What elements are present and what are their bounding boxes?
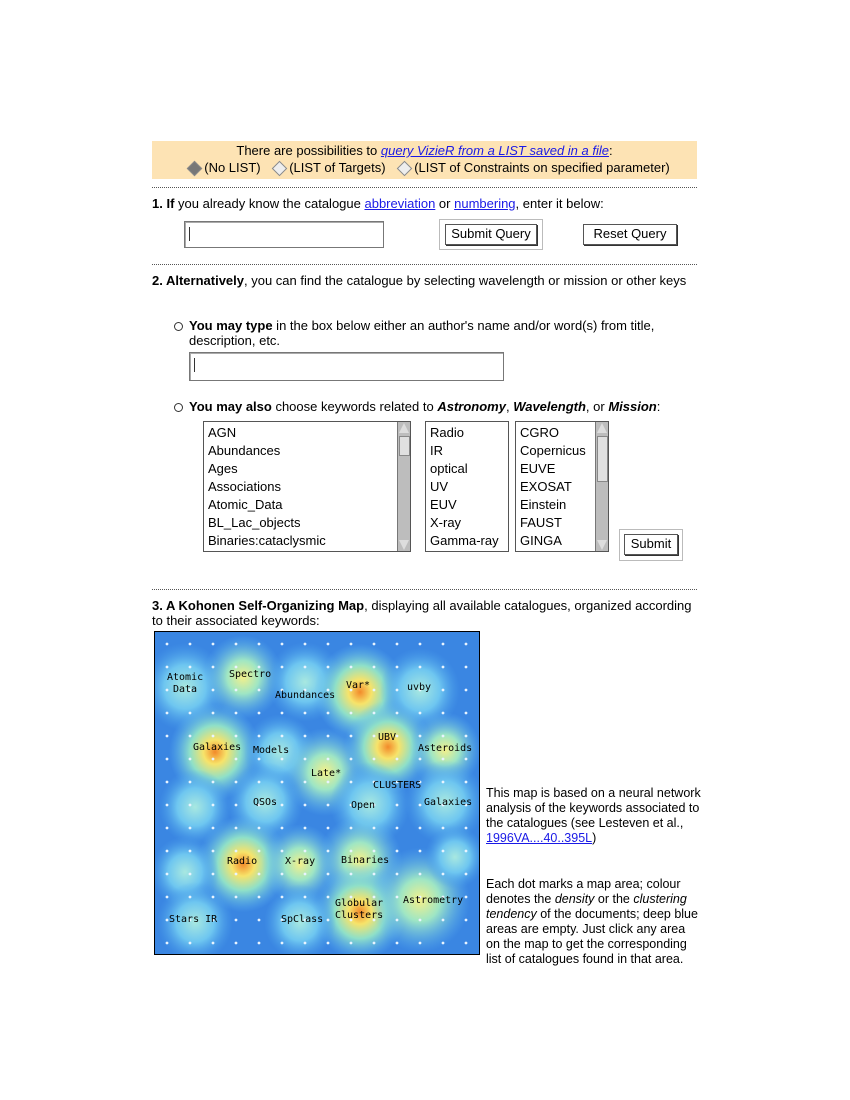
list-item[interactable]: BL_Lac_objects: [208, 515, 301, 530]
divider: [152, 264, 697, 265]
map-area-dot[interactable]: [212, 873, 215, 876]
list-item[interactable]: GINGA: [520, 533, 562, 548]
map-instructions: Each dot marks a map area; colour denotes the density or the clustering tendency of the documents; deep blue areas are empty. Just click any area on the map to get the corresponding list of catalogues found in that area.: [486, 877, 698, 966]
map-area-dot[interactable]: [166, 666, 169, 669]
map-area-dot[interactable]: [304, 781, 307, 784]
map-area-dot[interactable]: [465, 735, 468, 738]
map-area-dot[interactable]: [465, 643, 468, 646]
map-area-dot[interactable]: [166, 781, 169, 784]
map-label-late[interactable]: Late*: [311, 768, 342, 779]
radio-list-targets[interactable]: [272, 161, 288, 177]
map-area-dot[interactable]: [327, 712, 330, 715]
list-options: (No LIST) (LIST of Targets) (LIST of Constraints on specified parameter): [152, 160, 697, 175]
map-area-dot[interactable]: [465, 827, 468, 830]
map-area-dot[interactable]: [235, 689, 238, 692]
map-label-open[interactable]: Open: [351, 800, 376, 811]
map-area-dot[interactable]: [235, 666, 238, 669]
list-item[interactable]: Ages: [208, 461, 238, 476]
map-area-dot[interactable]: [350, 850, 353, 853]
map-label-data[interactable]: Data: [173, 684, 198, 695]
map-area-dot[interactable]: [304, 896, 307, 899]
mission-scrollbar[interactable]: [595, 422, 608, 551]
map-label-clusters[interactable]: CLUSTERS: [373, 780, 422, 791]
map-area-dot[interactable]: [166, 689, 169, 692]
scroll-up-icon[interactable]: [399, 423, 409, 433]
map-area-dot[interactable]: [258, 919, 261, 922]
list-item[interactable]: UV: [430, 479, 449, 494]
map-area-dot[interactable]: [166, 827, 169, 830]
divider: [152, 187, 697, 188]
map-area-dot[interactable]: [189, 758, 192, 761]
map-area-dot[interactable]: [373, 873, 376, 876]
map-area-dot[interactable]: [465, 712, 468, 715]
keyword-submit-frame: [619, 529, 683, 561]
map-area-dot[interactable]: [419, 758, 422, 761]
list-query-link[interactable]: query VizieR from a LIST saved in a file: [380, 143, 609, 158]
map-area-dot[interactable]: [396, 919, 399, 922]
map-label-atomic[interactable]: Atomic: [167, 672, 204, 683]
map-area-dot[interactable]: [419, 942, 422, 945]
map-area-dot[interactable]: [442, 919, 445, 922]
map-area-dot[interactable]: [189, 896, 192, 899]
map-area-dot[interactable]: [396, 689, 399, 692]
map-area-dot[interactable]: [396, 827, 399, 830]
map-area-dot[interactable]: [327, 666, 330, 669]
map-area-dot[interactable]: [212, 781, 215, 784]
scroll-up-icon[interactable]: [597, 423, 607, 433]
astronomy-keyword-list[interactable]: [203, 421, 411, 552]
map-area-dot[interactable]: [419, 919, 422, 922]
list-item[interactable]: Copernicus: [520, 443, 586, 458]
type-instructions: You may type in the box below either an author's name and/or word(s) from title, description, etc.: [189, 318, 655, 348]
map-area-dot[interactable]: [465, 850, 468, 853]
map-area-dot[interactable]: [442, 942, 445, 945]
map-area-dot[interactable]: [166, 850, 169, 853]
map-area-dot[interactable]: [212, 942, 215, 945]
map-area-dot[interactable]: [442, 689, 445, 692]
map-area-dot[interactable]: [350, 873, 353, 876]
map-area-dot[interactable]: [235, 735, 238, 738]
map-area-dot[interactable]: [235, 942, 238, 945]
map-area-dot[interactable]: [396, 942, 399, 945]
map-area-dot[interactable]: [304, 735, 307, 738]
map-area-dot[interactable]: [281, 643, 284, 646]
map-area-dot[interactable]: [281, 666, 284, 669]
map-area-dot[interactable]: [189, 735, 192, 738]
scroll-down-icon[interactable]: [597, 540, 607, 550]
bullet: [174, 322, 183, 331]
map-area-dot[interactable]: [281, 896, 284, 899]
map-area-dot[interactable]: [189, 873, 192, 876]
map-label-uvby[interactable]: uvby: [407, 682, 432, 693]
map-area-dot[interactable]: [327, 735, 330, 738]
map-area-dot[interactable]: [235, 712, 238, 715]
map-area-dot[interactable]: [465, 919, 468, 922]
map-area-dot[interactable]: [350, 758, 353, 761]
map-area-dot[interactable]: [442, 643, 445, 646]
section3-heading: 3. A Kohonen Self-Organizing Map, displaying all available catalogues, organized according to their associated keywords:: [152, 598, 692, 628]
map-area-dot[interactable]: [189, 712, 192, 715]
map-area-dot[interactable]: [396, 850, 399, 853]
map-area-dot[interactable]: [396, 873, 399, 876]
list-item[interactable]: Gamma-ray: [430, 533, 499, 548]
map-area-dot[interactable]: [235, 643, 238, 646]
map-area-dot[interactable]: [258, 758, 261, 761]
map-area-dot[interactable]: [189, 827, 192, 830]
map-area-dot[interactable]: [373, 850, 376, 853]
map-area-dot[interactable]: [419, 850, 422, 853]
map-area-dot[interactable]: [419, 735, 422, 738]
map-area-dot[interactable]: [419, 666, 422, 669]
map-label-galaxies-2[interactable]: Galaxies: [424, 797, 473, 808]
map-area-dot[interactable]: [235, 758, 238, 761]
map-area-dot[interactable]: [396, 804, 399, 807]
author-keyword-input[interactable]: [189, 352, 504, 381]
map-area-dot[interactable]: [350, 827, 353, 830]
submit-query-frame: [439, 219, 543, 250]
map-area-dot[interactable]: [419, 804, 422, 807]
map-area-dot[interactable]: [258, 781, 261, 784]
map-area-dot[interactable]: [419, 827, 422, 830]
scroll-thumb[interactable]: [399, 436, 410, 456]
map-area-dot[interactable]: [166, 643, 169, 646]
map-area-dot[interactable]: [442, 781, 445, 784]
list-item[interactable]: Abundances: [208, 443, 281, 458]
map-area-dot[interactable]: [189, 942, 192, 945]
map-area-dot[interactable]: [350, 643, 353, 646]
map-area-dot[interactable]: [235, 919, 238, 922]
map-area-dot[interactable]: [189, 804, 192, 807]
list-item[interactable]: optical: [430, 461, 468, 476]
map-area-dot[interactable]: [304, 712, 307, 715]
map-area-dot[interactable]: [327, 758, 330, 761]
map-area-dot[interactable]: [189, 666, 192, 669]
map-area-dot[interactable]: [419, 643, 422, 646]
map-area-dot[interactable]: [235, 827, 238, 830]
map-area-dot[interactable]: [281, 827, 284, 830]
map-label-binaries[interactable]: Binaries: [341, 855, 390, 866]
map-area-dot[interactable]: [373, 666, 376, 669]
map-area-dot[interactable]: [304, 666, 307, 669]
text-cursor: [194, 358, 195, 372]
map-area-dot[interactable]: [327, 643, 330, 646]
map-area-dot[interactable]: [465, 781, 468, 784]
kohonen-map[interactable]: [154, 631, 480, 955]
map-area-dot[interactable]: [419, 712, 422, 715]
map-area-dot[interactable]: [212, 804, 215, 807]
bullet: [174, 403, 183, 412]
list-item[interactable]: Radio: [430, 425, 464, 440]
section1-heading: 1. If you already know the catalogue abbreviation or numbering, enter it below:: [152, 196, 604, 211]
map-area-dot[interactable]: [327, 827, 330, 830]
list-item[interactable]: CGRO: [520, 425, 559, 440]
scroll-down-icon[interactable]: [399, 540, 409, 550]
map-area-dot[interactable]: [281, 781, 284, 784]
map-area-dot[interactable]: [281, 850, 284, 853]
mission-keyword-list[interactable]: [515, 421, 609, 552]
reset-query-button[interactable]: Reset Query: [583, 224, 677, 245]
map-area-dot[interactable]: [465, 873, 468, 876]
wavelength-keyword-list[interactable]: [425, 421, 509, 552]
map-area-dot[interactable]: [327, 850, 330, 853]
map-label-var[interactable]: Var*: [346, 680, 371, 691]
map-area-dot[interactable]: [166, 919, 169, 922]
list-item[interactable]: EUV: [430, 497, 457, 512]
map-area-dot[interactable]: [327, 896, 330, 899]
lesteven-reference-link[interactable]: 1996VA....40..395L: [486, 831, 593, 845]
map-label-astrometry[interactable]: Astrometry: [403, 895, 464, 906]
map-area-dot[interactable]: [258, 873, 261, 876]
map-area-dot[interactable]: [258, 942, 261, 945]
map-area-dot[interactable]: [327, 942, 330, 945]
astronomy-scrollbar[interactable]: [397, 422, 410, 551]
map-area-dot[interactable]: [166, 896, 169, 899]
map-area-dot[interactable]: [465, 758, 468, 761]
list-item[interactable]: IR: [430, 443, 443, 458]
map-area-dot[interactable]: [212, 827, 215, 830]
map-area-dot[interactable]: [396, 666, 399, 669]
map-area-dot[interactable]: [212, 896, 215, 899]
map-area-dot[interactable]: [373, 735, 376, 738]
map-label-xray[interactable]: X-ray: [285, 856, 316, 867]
text-cursor: [189, 227, 190, 241]
map-label-radio[interactable]: Radio: [227, 856, 258, 867]
keyword-instructions: You may also choose keywords related to Astronomy, Wavelength, or Mission:: [189, 399, 661, 414]
scroll-thumb[interactable]: [597, 436, 608, 482]
map-area-dot[interactable]: [258, 666, 261, 669]
keyword-submit-button[interactable]: Submit: [624, 534, 678, 555]
map-area-dot[interactable]: [373, 758, 376, 761]
map-area-dot[interactable]: [258, 712, 261, 715]
map-area-dot[interactable]: [166, 873, 169, 876]
map-area-dot[interactable]: [327, 781, 330, 784]
map-area-dot[interactable]: [235, 896, 238, 899]
map-area-dot[interactable]: [281, 942, 284, 945]
map-area-dot[interactable]: [304, 804, 307, 807]
catalogue-abbrev-input[interactable]: [184, 221, 384, 248]
map-area-dot[interactable]: [258, 689, 261, 692]
map-label-spectro[interactable]: Spectro: [229, 669, 272, 680]
map-area-dot[interactable]: [212, 689, 215, 692]
map-area-dot[interactable]: [166, 735, 169, 738]
map-area-dot[interactable]: [304, 942, 307, 945]
list-item[interactable]: Atomic_Data: [208, 497, 283, 512]
map-area-dot[interactable]: [304, 643, 307, 646]
radio-no-list[interactable]: [187, 161, 203, 177]
map-label-asteroids[interactable]: Asteroids: [418, 743, 473, 754]
map-area-dot[interactable]: [258, 643, 261, 646]
map-area-dot[interactable]: [327, 804, 330, 807]
map-area-dot[interactable]: [166, 804, 169, 807]
map-area-dot[interactable]: [350, 781, 353, 784]
section2-heading: 2. Alternatively, you can find the catalogue by selecting wavelength or mission or other keys: [152, 273, 687, 288]
map-area-dot[interactable]: [189, 781, 192, 784]
map-area-dot[interactable]: [396, 896, 399, 899]
map-label-abundances[interactable]: Abundances: [275, 690, 336, 701]
abbreviation-link[interactable]: abbreviation: [364, 196, 436, 211]
map-area-dot[interactable]: [166, 758, 169, 761]
map-label-ubv[interactable]: UBV: [378, 732, 397, 743]
map-area-dot[interactable]: [465, 896, 468, 899]
map-area-dot[interactable]: [235, 781, 238, 784]
map-area-dot[interactable]: [258, 735, 261, 738]
numbering-link[interactable]: numbering: [454, 196, 516, 211]
map-area-dot[interactable]: [212, 666, 215, 669]
map-area-dot[interactable]: [304, 758, 307, 761]
map-area-dot[interactable]: [396, 758, 399, 761]
map-area-dot[interactable]: [235, 850, 238, 853]
divider: [152, 589, 697, 590]
map-area-dot[interactable]: [350, 666, 353, 669]
map-area-dot[interactable]: [442, 873, 445, 876]
map-label-stars-ir[interactable]: Stars IR: [169, 914, 218, 925]
map-area-dot[interactable]: [258, 896, 261, 899]
map-area-dot[interactable]: [281, 712, 284, 715]
map-area-dot[interactable]: [189, 643, 192, 646]
map-area-dot[interactable]: [442, 827, 445, 830]
map-label-galaxies[interactable]: Galaxies: [193, 742, 242, 753]
list-item[interactable]: AGN: [208, 425, 237, 440]
map-label-spclass[interactable]: SpClass: [281, 914, 324, 925]
map-area-dot[interactable]: [373, 643, 376, 646]
map-area-dot[interactable]: [166, 942, 169, 945]
list-item[interactable]: FAUST: [520, 515, 562, 530]
map-area-dot[interactable]: [396, 643, 399, 646]
map-label-clusters-2[interactable]: Clusters: [335, 910, 384, 921]
map-label-models[interactable]: Models: [253, 745, 290, 756]
map-area-dot[interactable]: [327, 873, 330, 876]
map-area-dot[interactable]: [189, 850, 192, 853]
map-description: This map is based on a neural network analysis of the keywords associated to the catalogues (see Lesteven et al., 1996VA....40..395L): [486, 786, 701, 845]
map-area-dot[interactable]: [281, 758, 284, 761]
map-area-dot[interactable]: [212, 643, 215, 646]
map-area-dot[interactable]: [166, 712, 169, 715]
map-area-dot[interactable]: [212, 735, 215, 738]
submit-query-button[interactable]: Submit Query: [445, 224, 537, 245]
map-area-dot[interactable]: [442, 850, 445, 853]
list-item[interactable]: X-ray: [430, 515, 462, 530]
map-area-dot[interactable]: [465, 689, 468, 692]
map-area-dot[interactable]: [396, 712, 399, 715]
map-area-dot[interactable]: [373, 689, 376, 692]
map-area-dot[interactable]: [212, 850, 215, 853]
map-area-dot[interactable]: [465, 666, 468, 669]
map-area-dot[interactable]: [212, 712, 215, 715]
map-area-dot[interactable]: [327, 919, 330, 922]
map-area-dot[interactable]: [304, 827, 307, 830]
map-area-dot[interactable]: [442, 758, 445, 761]
map-area-dot[interactable]: [258, 827, 261, 830]
map-area-dot[interactable]: [373, 942, 376, 945]
list-item[interactable]: Associations: [208, 479, 281, 494]
map-area-dot[interactable]: [258, 850, 261, 853]
map-area-dot[interactable]: [442, 712, 445, 715]
map-area-dot[interactable]: [350, 735, 353, 738]
map-area-dot[interactable]: [212, 758, 215, 761]
list-item[interactable]: EXOSAT: [520, 479, 572, 494]
map-area-dot[interactable]: [235, 873, 238, 876]
list-query-banner: [152, 141, 697, 179]
map-area-dot[interactable]: [304, 873, 307, 876]
map-area-dot[interactable]: [304, 850, 307, 853]
map-area-dot[interactable]: [281, 735, 284, 738]
map-area-dot[interactable]: [281, 873, 284, 876]
map-area-dot[interactable]: [419, 873, 422, 876]
map-area-dot[interactable]: [350, 712, 353, 715]
list-item[interactable]: Einstein: [520, 497, 567, 512]
map-area-dot[interactable]: [442, 735, 445, 738]
map-label-qsos[interactable]: QSOs: [253, 797, 278, 808]
banner-text: There are possibilities to query VizieR from a LIST saved in a file:: [236, 143, 613, 158]
map-area-dot[interactable]: [373, 712, 376, 715]
map-label-globular[interactable]: Globular: [335, 898, 384, 909]
list-item[interactable]: Binaries:cataclysmic: [208, 533, 326, 548]
list-item[interactable]: EUVE: [520, 461, 556, 476]
map-area-dot[interactable]: [465, 942, 468, 945]
radio-list-constraints[interactable]: [397, 161, 413, 177]
map-area-dot[interactable]: [350, 942, 353, 945]
map-area-dot[interactable]: [442, 666, 445, 669]
map-area-dot[interactable]: [281, 804, 284, 807]
map-area-dot[interactable]: [373, 827, 376, 830]
map-area-dot[interactable]: [235, 804, 238, 807]
